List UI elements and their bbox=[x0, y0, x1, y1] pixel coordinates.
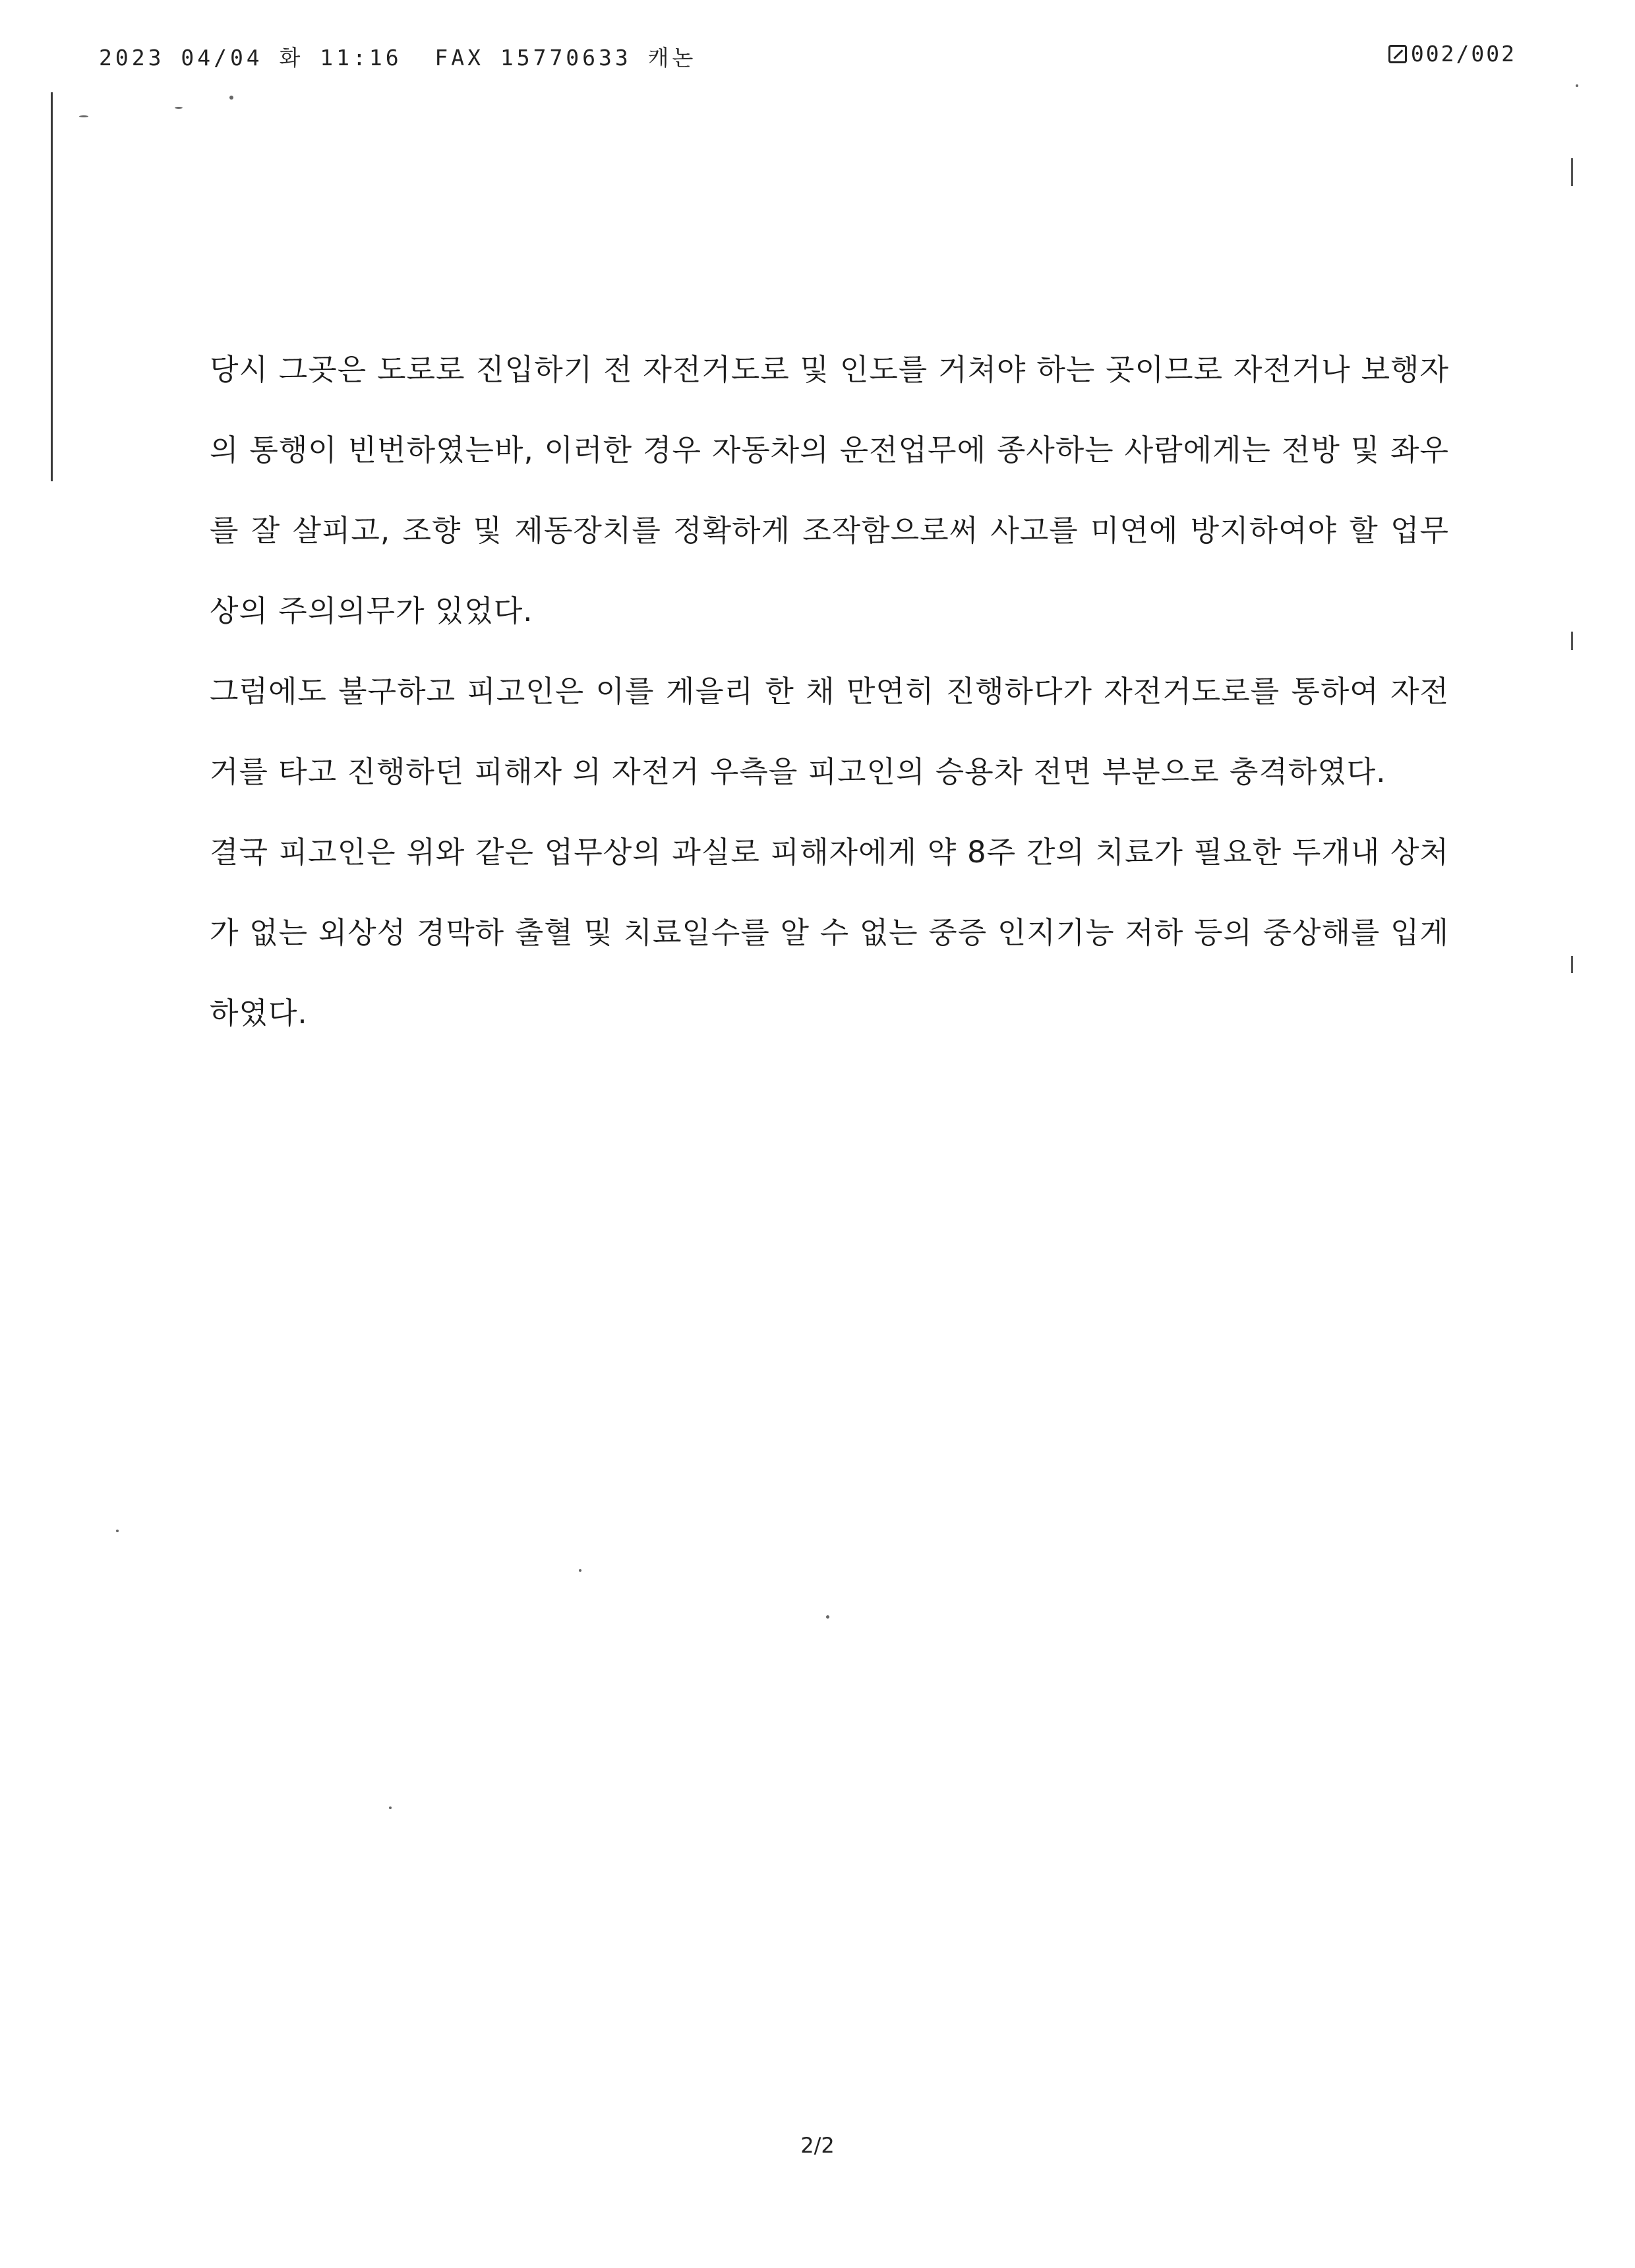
fax-page-icon bbox=[1388, 45, 1407, 63]
speck bbox=[116, 1530, 119, 1532]
fax-header bbox=[99, 41, 1516, 74]
fax-page-count: 002/002 bbox=[1410, 41, 1516, 67]
speck bbox=[79, 115, 88, 117]
speck bbox=[175, 107, 183, 109]
paragraph-negligence: 그럼에도 불구하고 피고인은 이를 게을리 한 채 만연히 진행하다가 자전거도로를 통하여 자전거를 타고 진행하던 피해자 의 자전거 우측을 피고인의 승용차 전면 부분으로 충격하였다. bbox=[210, 674, 1449, 789]
speck bbox=[826, 1615, 829, 1619]
scan-mark bbox=[1571, 956, 1573, 973]
page-number: 2/2 bbox=[800, 2133, 835, 2158]
fax-header-left: 2023 04/04 화 11:16 FAX 15770633 캐논 bbox=[99, 45, 697, 71]
document-body bbox=[210, 330, 1449, 1054]
speck bbox=[579, 1569, 581, 1572]
speck bbox=[229, 96, 233, 100]
scan-mark bbox=[1571, 158, 1573, 186]
paragraph-injury: 결국 피고인은 위와 같은 업무상의 과실로 피해자에게 약 8주 간의 치료가 필요한 두개내 상처가 없는 외상성 경막하 출혈 및 치료일수를 알 수 없는 중증 인지기능 저하 등의 중상해를 입게 하였다. bbox=[210, 835, 1449, 1030]
fax-header-right bbox=[1388, 41, 1516, 67]
speck bbox=[389, 1806, 392, 1809]
scan-mark bbox=[1571, 632, 1573, 650]
paragraph-duty-of-care: 당시 그곳은 도로로 진입하기 전 자전거도로 및 인도를 거쳐야 하는 곳이므로 자전거나 보행자의 통행이 빈번하였는바, 이러한 경우 자동차의 운전업무에 종사하는 사람에게는 전방 및 좌우를 잘 살피고, 조향 및 제동장치를 정확하게 조작함으로써 사고를 미연에 방지하여야 할 업무상의 주의의무가 있었다. bbox=[210, 352, 1449, 628]
speck bbox=[1576, 84, 1578, 87]
scan-margin-line bbox=[51, 92, 53, 481]
